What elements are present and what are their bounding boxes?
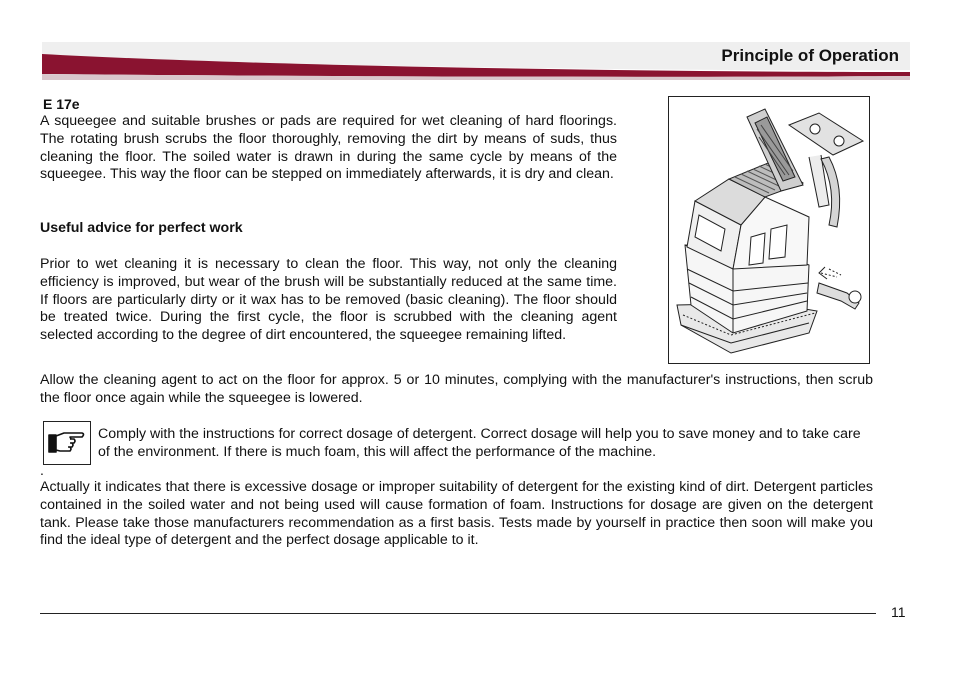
section-code: E 17e — [43, 96, 80, 112]
note-text: Comply with the instructions for correct dosage of detergent. Correct dosage will help you to save money and to take care of the environment. If there is much foam, this will affect the performance of the machine. — [98, 426, 861, 460]
closing-paragraph: Actually it indicates that there is excessive dosage or improper suitability of detergent for the existing kind of dirt. Detergent particles contained in the soiled water and not being used will cause formation of foam. Instructions for dosage are given on the detergent tank. Please take those manufacturers recommendation as a first basis. Tests made by yourself in practice then soon will make you find the ideal type of detergent and the perfect dosage applicable to it. — [40, 479, 873, 549]
page-number: 11 — [891, 604, 906, 620]
note-icon-box — [43, 421, 91, 465]
machine-illustration — [668, 96, 870, 364]
advice-paragraph: Prior to wet cleaning it is necessary to clean the floor. This way, not only the cleaning efficiency is improved, but wear of the brush will be substantially reduced at the same time. If floors are particularly dirty or it wax has to be removed (basic cleaning). The floor should be treated twice. During the first cycle, the floor is scrubbed with the cleaning agent selected according to the degree of dirt encountered, the squeegee remaining lifted. — [40, 256, 617, 344]
intro-paragraph: A squeegee and suitable brushes or pads are required for wet cleaning of hard floorings. The rotating brush scrubs the floor thoroughly, removing the dirt by means of suds, thus cleaning the floor. The soiled water is drawn in during the same cycle by means of the squeegee. This way the floor can be stepped on immediately afterwards, it is dry and clean. — [40, 113, 617, 183]
page-title: Principle of Operation — [721, 46, 899, 65]
footer-rule — [40, 613, 876, 614]
allow-paragraph: Allow the cleaning agent to act on the floor for approx. 5 or 10 minutes, complying with the manufacturer's instructions, then scrub the floor once again while the squeegee is lowered. — [40, 372, 873, 406]
pointing-hand-icon — [44, 422, 89, 463]
stray-dot: . — [40, 462, 44, 478]
scrubber-drawing — [669, 97, 869, 363]
advice-heading: Useful advice for perfect work — [40, 220, 243, 236]
